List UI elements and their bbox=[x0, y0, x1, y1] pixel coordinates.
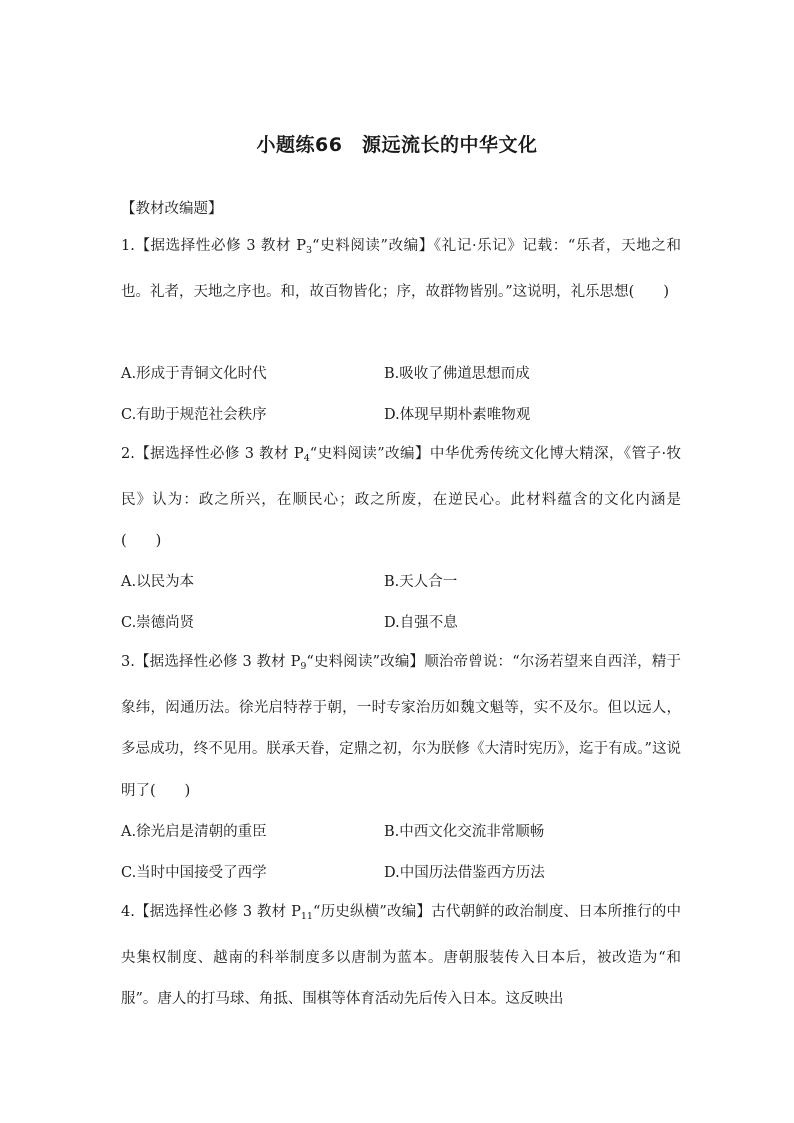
option-a: A.徐光启是清朝的重臣 bbox=[121, 824, 267, 840]
option-b: B.吸收了佛道思想而成 bbox=[384, 366, 530, 382]
page-subscript: 11 bbox=[300, 911, 313, 922]
question-text: 4.【据选择性必修 3 教材 P bbox=[121, 904, 301, 920]
question-2-stem bbox=[121, 434, 681, 563]
option-a: A.形成于青铜文化时代 bbox=[121, 366, 267, 382]
question-1-options-row-2 bbox=[121, 403, 681, 423]
option-d: D.自强不息 bbox=[384, 615, 458, 631]
option-b: B.天人合一 bbox=[384, 574, 458, 590]
question-2-options-row-2 bbox=[121, 611, 681, 631]
question-3-options-row-2 bbox=[121, 861, 681, 881]
option-c: C.有助于规范社会秩序 bbox=[121, 407, 267, 423]
question-text: “史料阅读”改编】中华优秀传统文化博大精深，《管子·牧民》认为：政之所兴，在顺民心；政之所废，在逆民心。此材料蕴含的文化内涵是( ) bbox=[121, 446, 681, 549]
question-3-options-row-1 bbox=[121, 820, 681, 840]
question-text: “历史纵横”改编】古代朝鲜的政治制度、日本所推行的中央集权制度、越南的科举制度多以唐制为蓝本。唐朝服装传入日本后，被改造为“和服”。唐人的打马球、角抵、围棋等体育活动先后传入日本。这反映出 bbox=[121, 904, 681, 1007]
page-subscript: 4 bbox=[303, 453, 310, 464]
option-a: A.以民为本 bbox=[121, 574, 195, 590]
question-4-stem bbox=[121, 892, 681, 1021]
question-text: 1.【据选择性必修 3 教材 P bbox=[121, 238, 307, 254]
option-d: D.中国历法借鉴西方历法 bbox=[384, 865, 545, 881]
page-subscript: 9 bbox=[300, 661, 307, 672]
question-text: 2.【据选择性必修 3 教材 P bbox=[121, 446, 304, 462]
option-d: D.体现早期朴素唯物观 bbox=[384, 407, 531, 423]
question-text: “史料阅读”改编】《礼记·乐记》记载：“乐者，天地之和也。礼者，天地之序也。和，故百物皆化；序，故群物皆别。”这说明，礼乐思想( ) bbox=[121, 238, 681, 300]
question-text: “史料阅读”改编】顺治帝曾说：“尔汤若望来自西洋，精于象纬，闳通历法。徐光启特荐于朝，一时专家治历如魏文魁等，实不及尔。但以远人，多忌成功，终不见用。朕承天眷，定鼎之初，尔为朕修《大清时宪历》，迄于有成。”这说明了( ) bbox=[121, 654, 681, 799]
question-1-stem bbox=[121, 226, 681, 313]
question-2-options-row-1 bbox=[121, 570, 681, 590]
option-c: C.当时中国接受了西学 bbox=[121, 865, 267, 881]
page-subscript: 3 bbox=[306, 245, 313, 256]
page-title: 小题练66 源远流长的中华文化 bbox=[256, 134, 538, 156]
option-b: B.中西文化交流非常顺畅 bbox=[384, 824, 545, 840]
question-3-stem bbox=[121, 642, 681, 812]
section-heading: 【教材改编题】 bbox=[121, 201, 223, 217]
question-text: 3.【据选择性必修 3 教材 P bbox=[121, 654, 301, 670]
option-c: C.崇德尚贤 bbox=[121, 615, 195, 631]
question-1-options-row-1 bbox=[121, 362, 681, 382]
